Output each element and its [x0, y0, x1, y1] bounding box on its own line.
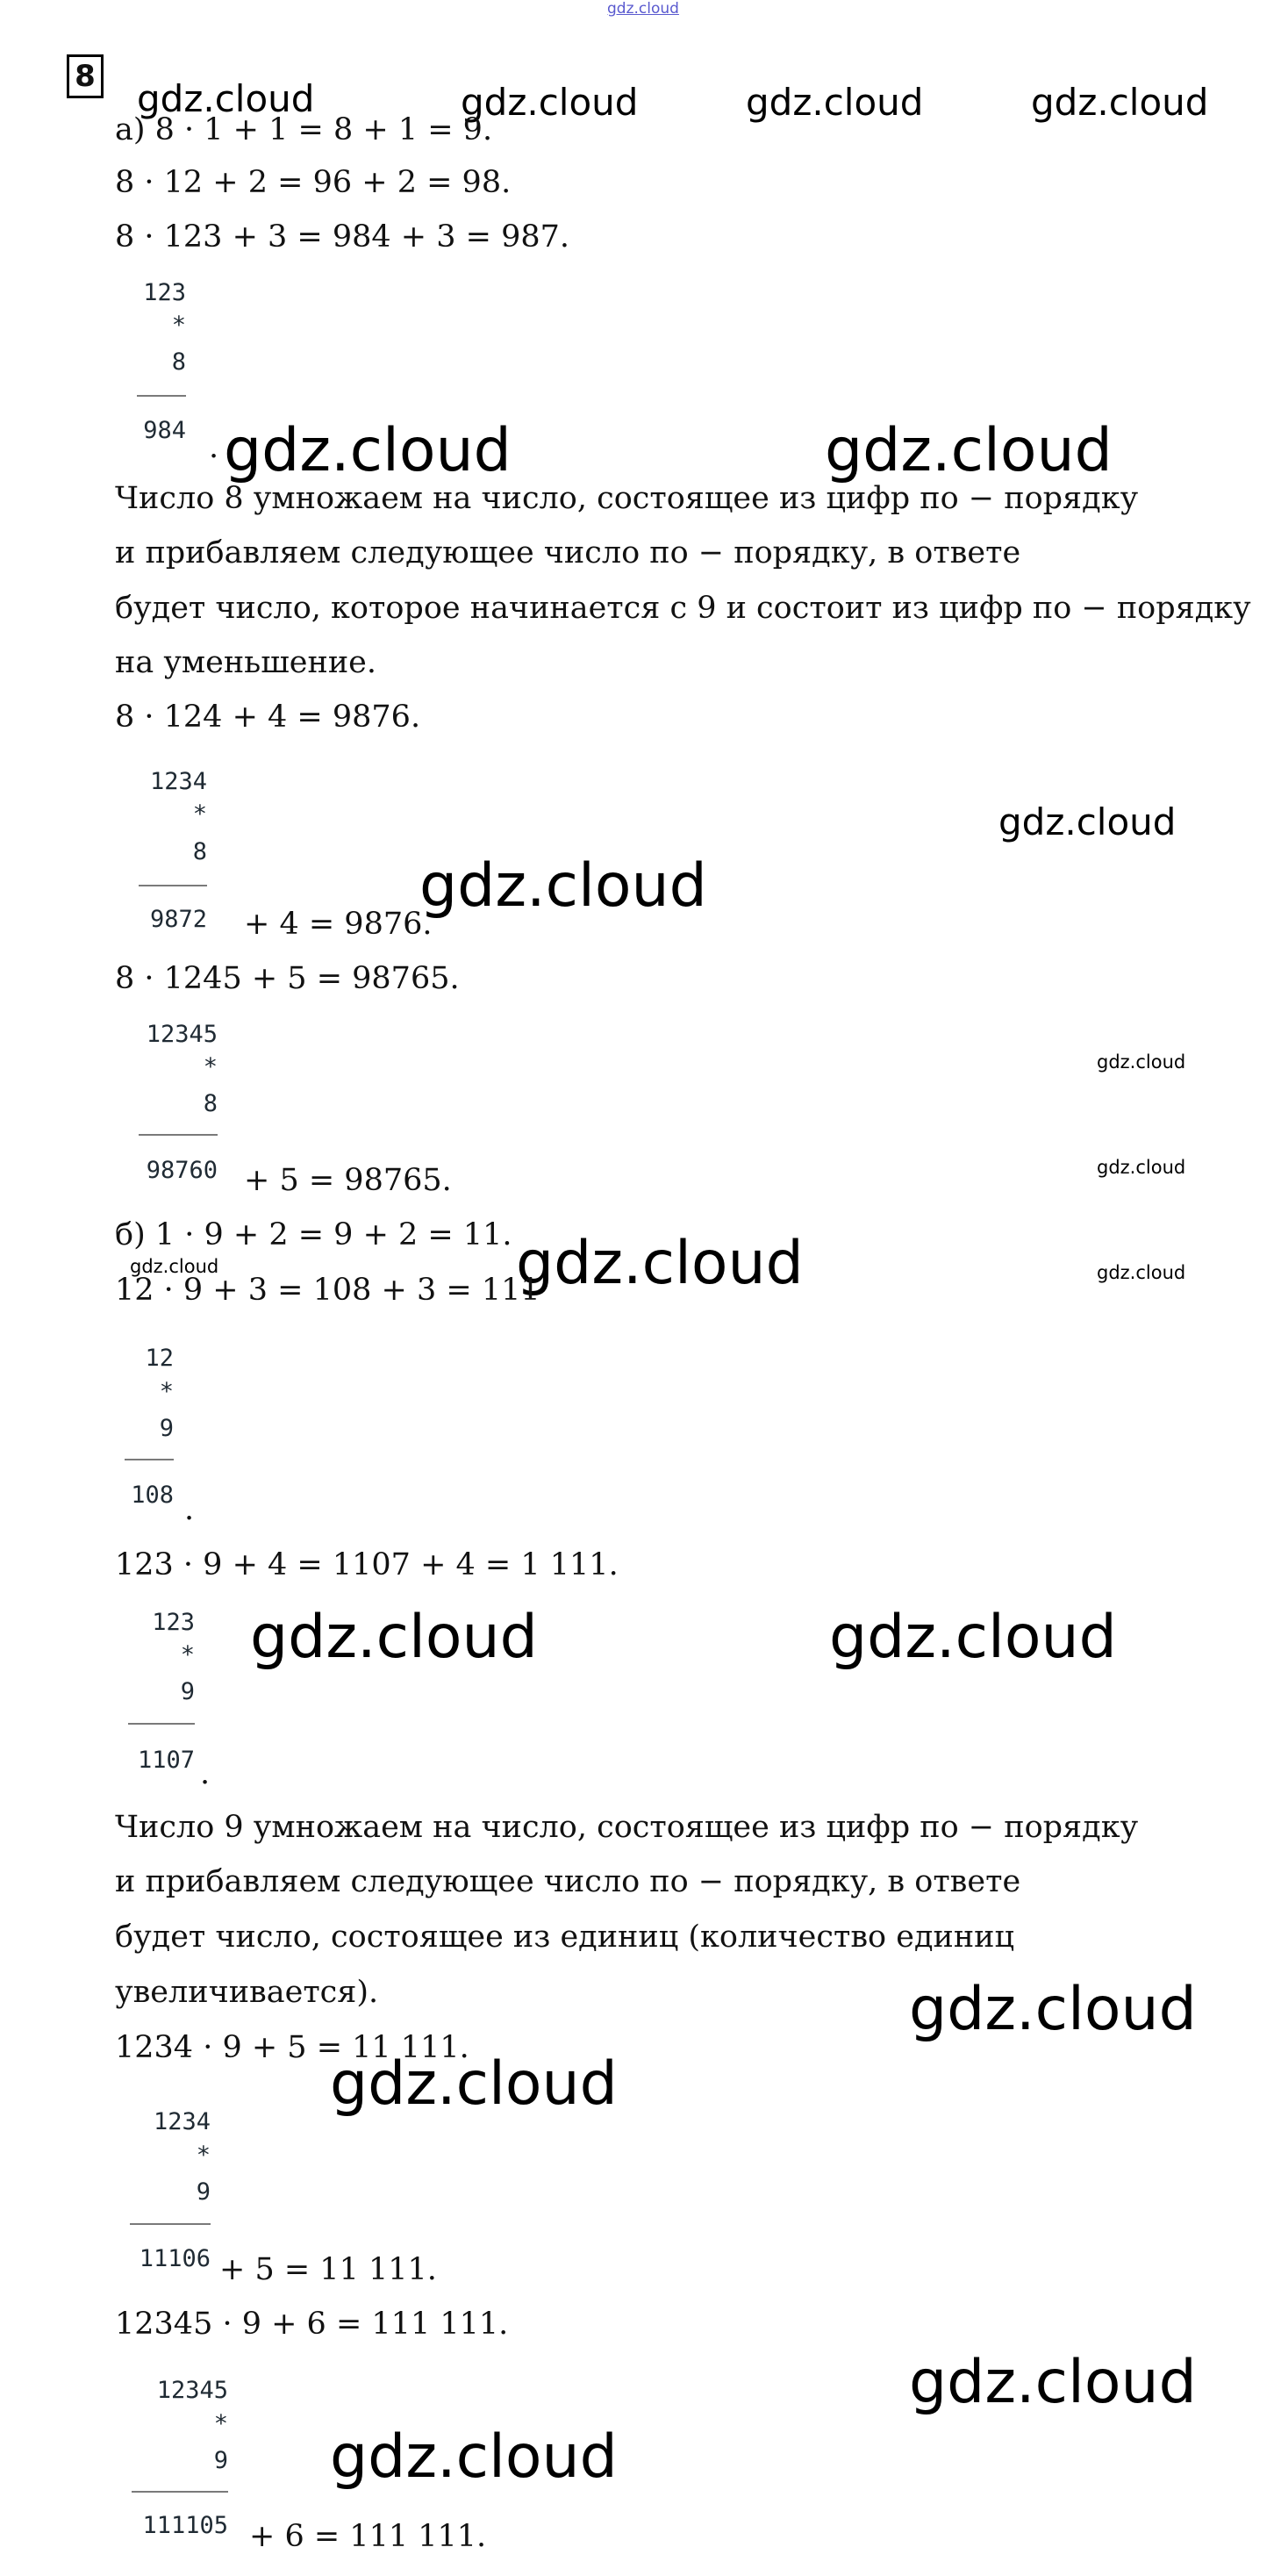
- column-result: 111105: [142, 2512, 228, 2539]
- column-bar: [128, 1723, 195, 1725]
- watermark: gdz.cloud: [419, 851, 707, 921]
- equation-line: 12345 · 9 + 6 = 111 111.: [115, 2307, 509, 2342]
- watermark: gdz.cloud: [746, 81, 924, 124]
- column-bottom: 8: [192, 838, 207, 865]
- explanation-line: на уменьшение.: [115, 645, 376, 680]
- column-bar: [125, 1459, 174, 1460]
- column-result: 984: [143, 417, 186, 444]
- equation-line: 8 · 124 + 4 = 9876.: [115, 700, 421, 735]
- watermark: gdz.cloud: [224, 416, 512, 485]
- watermark: gdz.cloud: [516, 1229, 804, 1298]
- explanation-line: и прибавляем следующее число по − порядку, в ответе: [115, 1864, 1021, 1899]
- column-operator: *: [196, 2142, 211, 2169]
- column-result: 98760: [146, 1157, 218, 1184]
- column-operator: *: [180, 1641, 195, 1668]
- explanation-line: будет число, которое начинается с 9 и состоит из цифр по − порядку: [115, 591, 1251, 626]
- column-bottom: 9: [213, 2447, 228, 2474]
- equation-line: 1234 · 9 + 5 = 11 111.: [115, 2030, 469, 2065]
- watermark: gdz.cloud: [330, 2049, 618, 2119]
- column-operator: *: [171, 312, 186, 339]
- column-result: 11106: [139, 2245, 211, 2272]
- column-bar: [132, 2491, 228, 2493]
- watermark: gdz.cloud: [998, 800, 1177, 843]
- trailing-dot: .: [184, 1492, 195, 1527]
- column-top: 123: [143, 279, 186, 306]
- watermark: gdz.cloud: [250, 1603, 538, 1672]
- column-top: 12345: [156, 2377, 228, 2404]
- equation-line: б) 1 · 9 + 2 = 9 + 2 = 11.: [115, 1217, 512, 1252]
- problem-number: 8: [67, 54, 104, 98]
- explanation-line: увеличивается).: [115, 1975, 379, 2010]
- watermark: gdz.cloud: [909, 2348, 1197, 2417]
- explanation-line: Число 9 умножаем на число, состоящее из цифр по − порядку: [115, 1810, 1139, 1845]
- explanation-line: Число 8 умножаем на число, состоящее из цифр по − порядку: [115, 481, 1139, 516]
- equation-tail: + 6 = 111 111.: [249, 2519, 487, 2554]
- equation-line: 8 · 12 + 2 = 96 + 2 = 98.: [115, 165, 512, 200]
- column-top: 1234: [153, 2108, 211, 2135]
- watermark: gdz.cloud: [829, 1603, 1117, 1672]
- watermark: gdz.cloud: [1031, 81, 1209, 124]
- explanation-line: будет число, состоящее из единиц (количество единиц: [115, 1919, 1014, 1955]
- equation-line: 8 · 123 + 3 = 984 + 3 = 987.: [115, 219, 570, 255]
- trailing-dot: .: [209, 430, 219, 465]
- column-operator: *: [159, 1378, 174, 1405]
- column-operator: *: [192, 800, 207, 828]
- column-bottom: 9: [196, 2178, 211, 2206]
- trailing-dot: .: [200, 1756, 211, 1791]
- column-result: 1107: [137, 1747, 195, 1774]
- equation-line: а) 8 · 1 + 1 = 8 + 1 = 9.: [115, 112, 493, 147]
- equation-tail: + 4 = 9876.: [244, 907, 433, 942]
- watermark: gdz.cloud: [461, 81, 639, 124]
- equation-line: 12 · 9 + 3 = 108 + 3 = 111: [115, 1273, 540, 1308]
- watermark: gdz.cloud: [330, 2422, 618, 2492]
- column-top: 12345: [146, 1021, 218, 1048]
- column-bar: [137, 395, 186, 397]
- watermark: gdz.cloud: [825, 416, 1113, 485]
- column-top: 12: [145, 1345, 174, 1372]
- watermark: gdz.cloud: [130, 1256, 219, 1277]
- equation-tail: + 5 = 98765.: [244, 1163, 452, 1198]
- watermark-top: gdz.cloud: [607, 0, 679, 18]
- column-result: 108: [131, 1482, 174, 1509]
- watermark: gdz.cloud: [1097, 1157, 1186, 1178]
- column-bar: [130, 2223, 211, 2225]
- column-bottom: 8: [203, 1090, 218, 1117]
- column-bottom: 9: [180, 1678, 195, 1705]
- watermark: gdz.cloud: [1097, 1262, 1186, 1283]
- column-bottom: 8: [171, 348, 186, 376]
- watermark: gdz.cloud: [137, 77, 315, 120]
- equation-line: 123 · 9 + 4 = 1107 + 4 = 1 111.: [115, 1547, 619, 1582]
- column-result: 9872: [149, 906, 207, 933]
- equation-line: 8 · 1245 + 5 = 98765.: [115, 961, 460, 996]
- column-bottom: 9: [159, 1415, 174, 1442]
- equation-tail: + 5 = 11 111.: [219, 2252, 437, 2287]
- column-top: 1234: [149, 768, 207, 795]
- column-bar: [139, 885, 207, 886]
- column-operator: *: [213, 2410, 228, 2437]
- column-operator: *: [203, 1053, 218, 1080]
- column-top: 123: [152, 1609, 195, 1636]
- column-bar: [139, 1134, 218, 1136]
- watermark: gdz.cloud: [1097, 1051, 1186, 1073]
- watermark: gdz.cloud: [909, 1975, 1197, 2044]
- explanation-line: и прибавляем следующее число по − порядку, в ответе: [115, 535, 1021, 570]
